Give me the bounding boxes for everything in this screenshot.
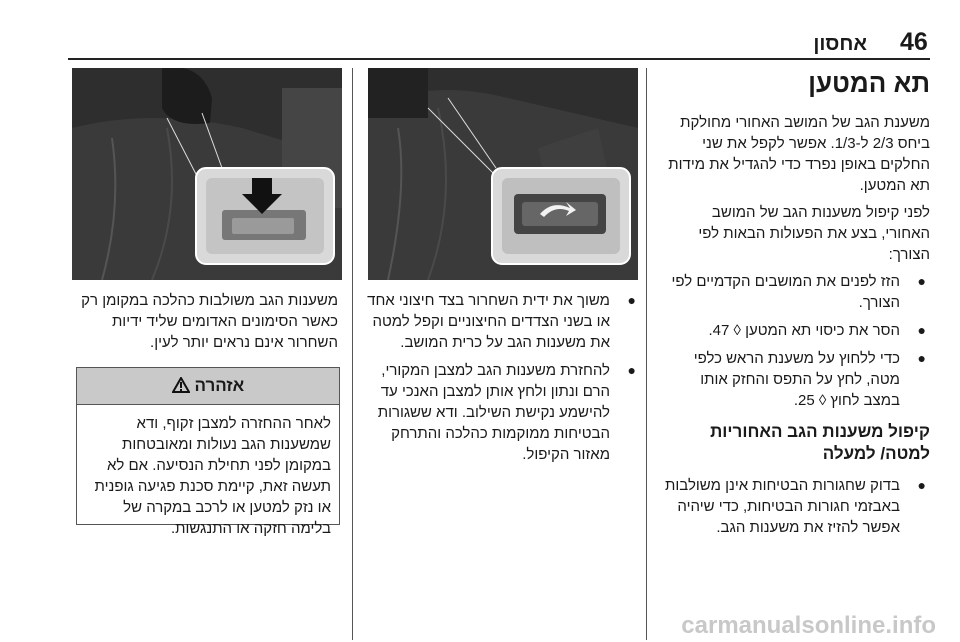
prep-list — [660, 271, 930, 411]
caption-paragraph: משענות הגב משולבות כהלכה במקומן רק כאשר הסימונים האדומים שליד ידיות השחרור אינם נראים יותר לעין. — [81, 292, 338, 351]
warning-box — [76, 367, 340, 537]
procedure-list — [364, 290, 640, 465]
list-item: ● כדי ללחוץ על משענת הראש כלפי מטה, לחץ על התפס והחזק אותו במצב לחוץ ◊ 25. — [693, 350, 926, 409]
column-divider-right — [646, 68, 647, 640]
watermark: carmanualsonline.info — [681, 612, 936, 639]
lead-paragraph: לפני קיפול משענות הגב של המושב האחורי, בצע את הפעולות הבאות לפי הצורך: — [698, 204, 930, 263]
bullet-icon: ● — [627, 362, 636, 378]
subsection-title: קיפול משענות הגב האחוריות למטה/ למעלה — [710, 422, 930, 463]
middle-column — [364, 290, 640, 472]
list-item: ● הסר את כיסוי תא המטען ◊ 47. — [708, 322, 926, 339]
sub-list — [660, 475, 930, 538]
section-title: תא המטען — [808, 68, 930, 98]
seat-release-lever-photo — [368, 68, 638, 280]
right-column — [660, 68, 930, 545]
warning-triangle-icon — [172, 376, 190, 395]
warning-text: לאחר ההחזרה למצבן זקוף, ודא שמשענות הגב נעולות ומאובטחות במקומן לפני תחילת הנסיעה. אם לא תעשה זאת, קיימת סכנת פגיעה גופנית או נזק למטען או לרכב במקרה של בלימה חזקה או התנגשות. — [94, 415, 331, 537]
list-item: ● להחזרת משענות הגב למצבן המקורי, הרם ונתון ולחץ אותן למצבן האנכי עד להישמע נקישת השילוב. ודא ששגורות הבטיחות ממוקמות כהלכה והתרחק מאזור הקיפול. — [377, 362, 636, 463]
list-item: ● הזז לפנים את המושבים הקדמיים לפי הצורך. — [671, 273, 926, 311]
bullet-icon: ● — [917, 477, 926, 493]
intro-paragraph: משענת הגב של המושב האחורי מחולקת ביחס 2/3 ל-1/3. אפשר לקפל את שני החלקים באופן נפרד כדי להגדיל את מידות תא המטען. — [668, 114, 930, 194]
bullet-icon: ● — [917, 322, 926, 338]
header-rule — [68, 58, 930, 60]
column-divider-left — [352, 68, 353, 640]
chapter-title: אחסון — [813, 33, 867, 55]
left-column-caption — [76, 290, 338, 359]
list-item: ● משוך את ידית השחרור בצד חיצוני אחד או בשני הצדדים החיצוניים וקפל למטה את משענות הגב על כרית המושב. — [367, 292, 636, 351]
seat-lock-indicator-photo — [72, 68, 342, 280]
bullet-icon: ● — [917, 350, 926, 366]
page-number: 46 — [900, 28, 928, 56]
bullet-icon: ● — [627, 292, 636, 308]
warning-title: אזהרה — [194, 376, 245, 395]
bullet-icon: ● — [917, 273, 926, 289]
list-item: ● בדוק שחגורות הבטיחות אינן משולבות באבזמי חגורות הבטיחות, כדי שיהיה אפשר להזיז את משענות הגב. — [665, 477, 926, 536]
warning-header — [77, 368, 339, 405]
